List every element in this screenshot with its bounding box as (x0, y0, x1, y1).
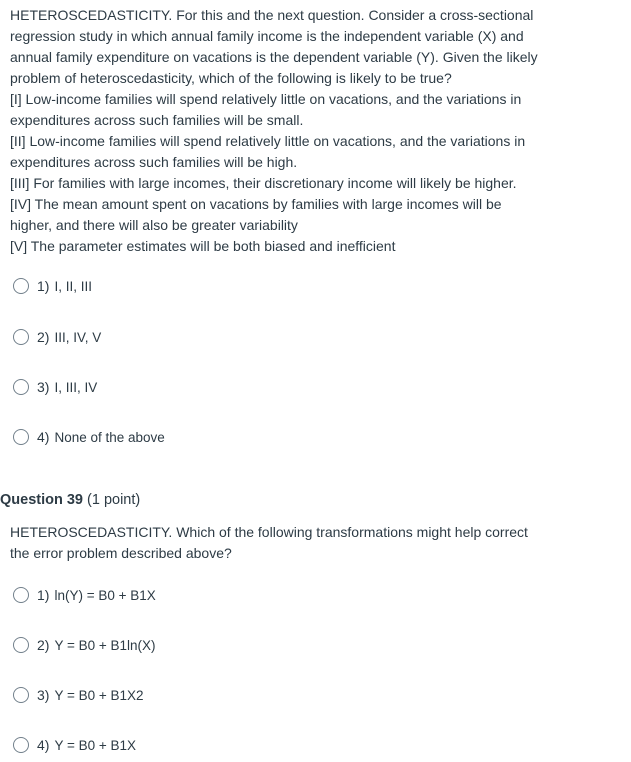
option-number: 3) (37, 687, 50, 703)
q38-option-4[interactable] (13, 429, 165, 445)
option-label: Y = B0 + B1X (54, 737, 137, 753)
option-label: ln(Y) = B0 + B1X (54, 587, 156, 603)
option-number: 2) (37, 637, 50, 653)
option-number: 3) (37, 379, 50, 395)
q38-option-1[interactable] (13, 278, 92, 294)
question-text-line: [V] The parameter estimates will be both biased and inefficient (10, 238, 396, 254)
question-text-line: expenditures across such families will be high. (10, 154, 298, 170)
q38-option-2[interactable] (13, 329, 101, 345)
option-number: 1) (37, 278, 50, 294)
question-text-line: expenditures across such families will be small. (10, 112, 304, 128)
q39-option-4[interactable] (13, 737, 136, 753)
option-label: None of the above (54, 429, 165, 445)
option-number: 4) (37, 737, 50, 753)
radio-button[interactable] (13, 737, 29, 753)
question-39-text (10, 522, 610, 564)
q39-option-3[interactable] (13, 687, 144, 703)
radio-button[interactable] (13, 329, 29, 345)
radio-button[interactable] (13, 379, 29, 395)
radio-button[interactable] (13, 278, 29, 294)
radio-button[interactable] (13, 687, 29, 703)
radio-button[interactable] (13, 587, 29, 603)
q38-option-3[interactable] (13, 379, 97, 395)
q39-option-2[interactable] (13, 637, 156, 653)
question-39-header (0, 492, 140, 508)
question-text-line: HETEROSCEDASTICITY. For this and the next question. Consider a cross-sectional (10, 7, 534, 23)
question-text-line: [IV] The mean amount spent on vacations by families with large incomes will be (10, 196, 502, 212)
option-label: Y = B0 + B1X2 (54, 687, 144, 703)
question-points: (1 point) (87, 492, 141, 508)
option-label: I, II, III (54, 278, 92, 294)
option-number: 4) (37, 429, 50, 445)
question-text-line: HETEROSCEDASTICITY. Which of the following transformations might help correct (10, 524, 528, 540)
question-text-line: [II] Low-income families will spend relatively little on vacations, and the variations in (10, 133, 526, 149)
question-title: Question 39 (0, 492, 83, 508)
question-text-line: higher, and there will also be greater variability (10, 217, 298, 233)
question-text-line: [I] Low-income families will spend relatively little on vacations, and the variations in (10, 91, 522, 107)
option-label: III, IV, V (54, 329, 102, 345)
option-number: 1) (37, 587, 50, 603)
question-text-line: annual family expenditure on vacations is the dependent variable (Y). Given the likely (10, 49, 538, 65)
radio-button[interactable] (13, 637, 29, 653)
question-38-text (10, 5, 610, 257)
option-number: 2) (37, 329, 50, 345)
radio-button[interactable] (13, 429, 29, 445)
question-text-line: [III] For families with large incomes, their discretionary income will likely be higher. (10, 175, 517, 191)
question-text-line: the error problem described above? (10, 545, 232, 561)
option-label: Y = B0 + B1ln(X) (54, 637, 156, 653)
question-text-line: regression study in which annual family income is the independent variable (X) and (10, 28, 524, 44)
q39-option-1[interactable] (13, 587, 156, 603)
question-text-line: problem of heteroscedasticity, which of the following is likely to be true? (10, 70, 452, 86)
option-label: I, III, IV (54, 379, 98, 395)
